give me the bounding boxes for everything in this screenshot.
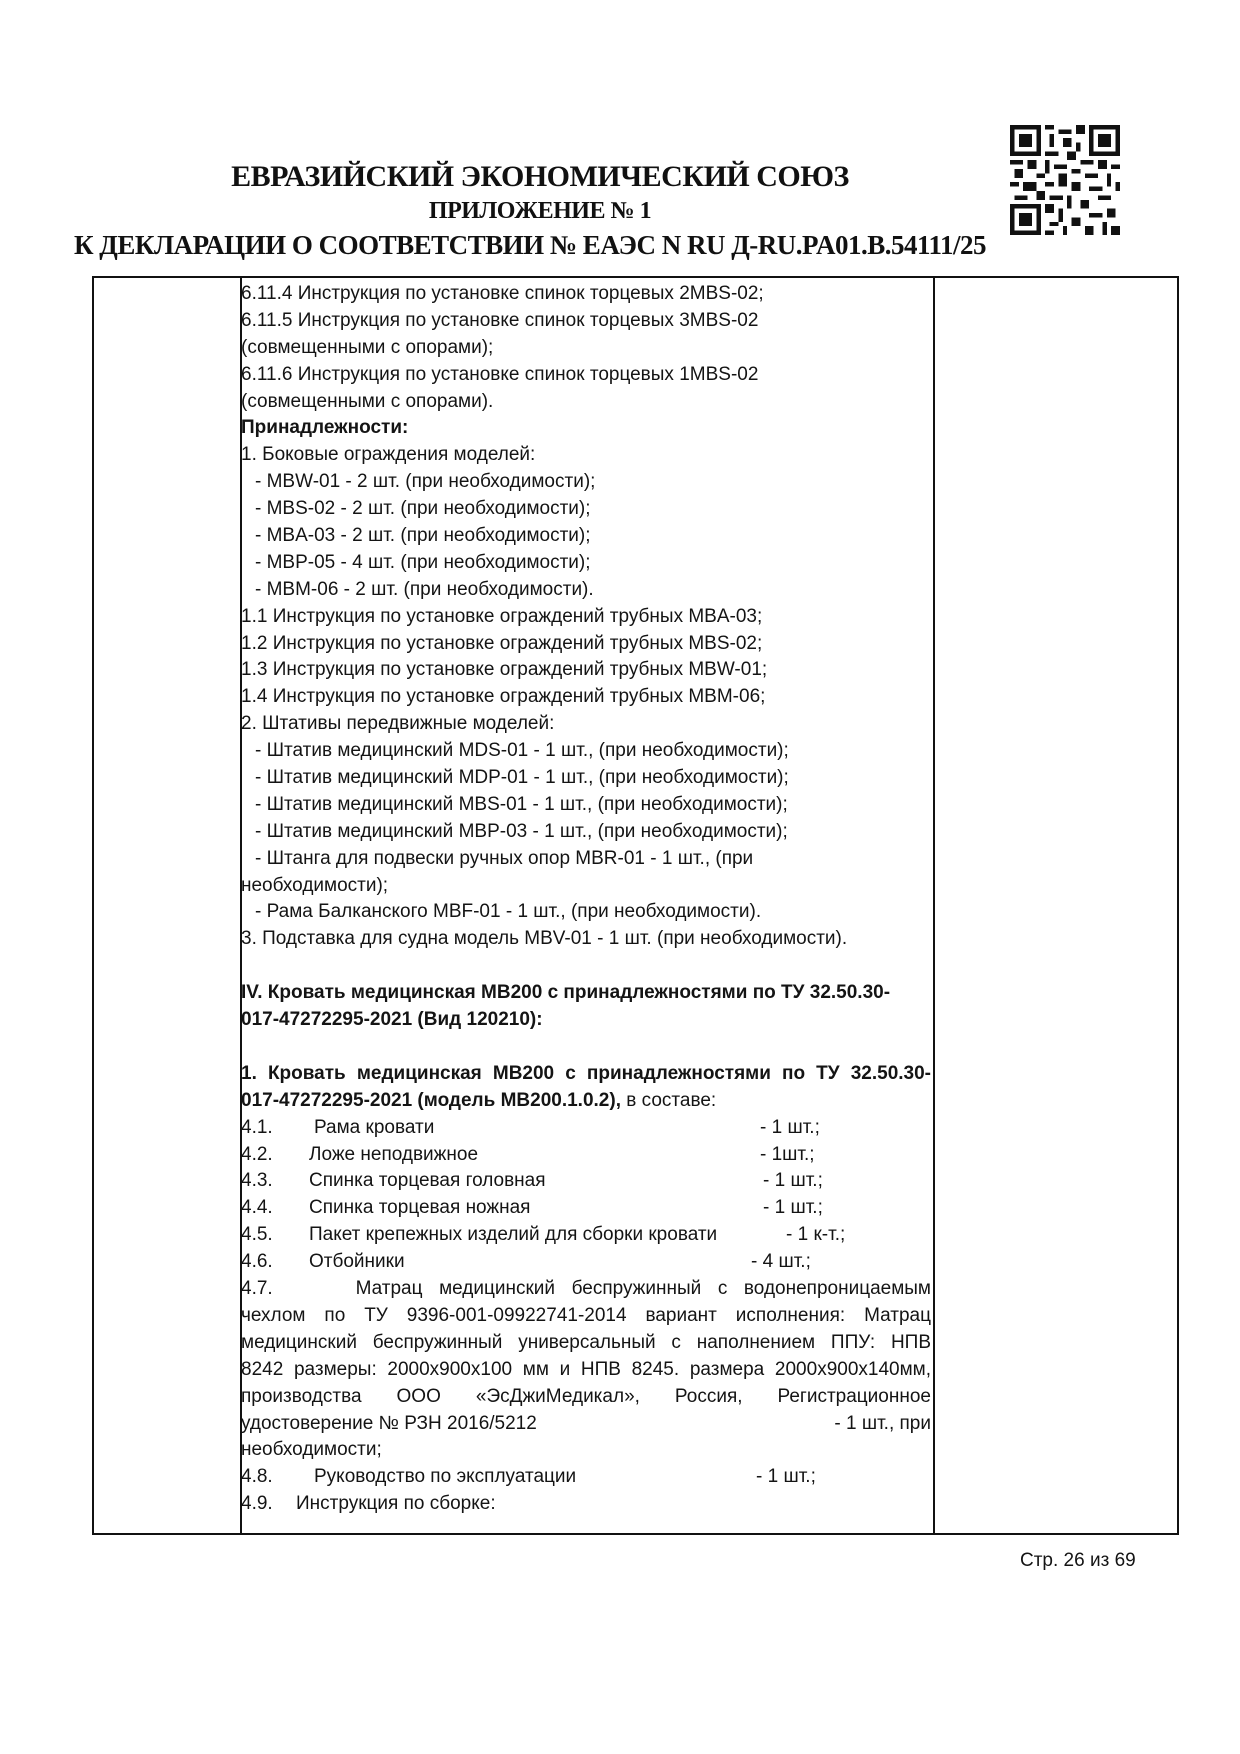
list-item: - Рама Балканского MBF-01 - 1 шт., (при необходимости). bbox=[255, 901, 762, 923]
component-label: Руководство по эксплуатации bbox=[314, 1466, 577, 1488]
list-item: 1.2 Инструкция по установке ограждений трубных MBS-02; bbox=[241, 632, 763, 654]
header-union-title: ЕВРАЗИЙСКИЙ ЭКОНОМИЧЕСКИЙ СОЮЗ bbox=[231, 160, 849, 193]
list-item: - MBA-03 - 2 шт. (при необходимости); bbox=[255, 525, 591, 547]
section-iv-heading: 017-47272295-2021 (Вид 120210): bbox=[241, 1009, 543, 1031]
list-item: 1.4 Инструкция по установке ограждений трубных MBM-06; bbox=[241, 686, 766, 708]
component-row bbox=[241, 1168, 931, 1195]
page-number: Стр. 26 из 69 bbox=[1020, 1550, 1136, 1571]
item-1-tail: в составе: bbox=[620, 1089, 717, 1111]
qr-code-icon bbox=[1010, 125, 1120, 235]
list-item: необходимости); bbox=[241, 874, 389, 896]
component-row bbox=[241, 1222, 931, 1249]
component-row bbox=[241, 1142, 931, 1169]
list-item: 6.11.4 Инструкция по установке спинок торцевых 2MBS-02; bbox=[241, 283, 764, 304]
mattress-line: 8242 размеры: 2000х900х100 мм и НПВ 8245. размера 2000х900х140мм, bbox=[241, 1358, 931, 1380]
component-label: Спинка торцевая ножная bbox=[309, 1197, 531, 1219]
header-declaration-title: К ДЕКЛАРАЦИИ О СООТВЕТСТВИИ № ЕАЭС N RU Д-RU.PA01.B.54111/25 bbox=[73, 230, 987, 260]
list-item: 1.3 Инструкция по установке ограждений трубных MBW-01; bbox=[241, 659, 768, 681]
list-item: 2. Штативы передвижные моделей: bbox=[241, 713, 555, 735]
list-item: - Штатив медицинский MBS-01 - 1 шт., (при необходимости); bbox=[255, 793, 788, 815]
component-row bbox=[241, 1115, 931, 1142]
component-number: 4.3. bbox=[241, 1170, 273, 1192]
mattress-reg-row bbox=[241, 1411, 931, 1438]
component-number: 4.8. bbox=[241, 1466, 273, 1488]
component-row bbox=[241, 1491, 931, 1518]
component-qty: - 1 к-т.; bbox=[786, 1224, 846, 1246]
component-row bbox=[241, 1464, 931, 1491]
component-label: Инструкция по сборке: bbox=[296, 1493, 496, 1515]
mattress-line: чехлом по ТУ 9396-001-09922741-2014 вариант исполнения: Матрац bbox=[241, 1304, 931, 1326]
component-qty: - 1 шт.; bbox=[756, 1466, 816, 1488]
component-label: Рама кровати bbox=[314, 1116, 435, 1138]
list-item: - MBP-05 - 4 шт. (при необходимости); bbox=[255, 551, 591, 573]
component-number: 4.4. bbox=[241, 1197, 273, 1219]
mattress-qty: - 1 шт., при bbox=[834, 1412, 931, 1434]
column-divider bbox=[933, 278, 935, 1533]
component-qty: - 1 шт.; bbox=[763, 1197, 823, 1219]
list-item: 1. Боковые ограждения моделей: bbox=[241, 444, 536, 466]
list-item: 1.1 Инструкция по установке ограждений трубных MBA-03; bbox=[241, 605, 763, 627]
component-label: Пакет крепежных изделий для сборки кровати bbox=[309, 1224, 718, 1246]
mattress-line: необходимости; bbox=[241, 1439, 382, 1461]
component-label: Спинка торцевая головная bbox=[309, 1170, 546, 1192]
component-number: 4.5. bbox=[241, 1224, 273, 1246]
item-1-model: 017-47272295-2021 (модель МВ200.1.0.2), bbox=[241, 1089, 621, 1111]
component-qty: - 1 шт.; bbox=[763, 1170, 823, 1192]
component-row bbox=[241, 1195, 931, 1222]
mattress-line: медицинский беспружинный универсальный с наполнением ППУ: НПВ bbox=[241, 1331, 931, 1353]
component-number: 4.1. bbox=[241, 1116, 273, 1138]
component-row bbox=[241, 1249, 931, 1276]
list-item: - MBS-02 - 2 шт. (при необходимости); bbox=[255, 498, 591, 520]
list-item: (совмещенными с опорами); bbox=[241, 336, 494, 358]
list-item: 6.11.5 Инструкция по установке спинок торцевых 3MBS-02 bbox=[241, 309, 759, 331]
item-1-heading-cont bbox=[241, 1088, 931, 1115]
component-number: 4.9. bbox=[241, 1493, 273, 1515]
list-item: 6.11.6 Инструкция по установке спинок торцевых 1MBS-02 bbox=[241, 363, 759, 385]
section-iv-heading: IV. Кровать медицинская MB200 с принадлежностями по ТУ 32.50.30- bbox=[241, 982, 891, 1004]
mattress-line: производства ООО «ЭсДжиМедикал», Россия, Регистрационное bbox=[241, 1385, 931, 1407]
list-item: - Штанга для подвески ручных опор MBR-01 - 1 шт., (при bbox=[255, 847, 754, 869]
component-qty: - 4 шт.; bbox=[751, 1251, 811, 1273]
item-1-heading: 1. Кровать медицинская МВ200 с принадлежностями по ТУ 32.50.30- bbox=[241, 1062, 931, 1084]
component-label: Ложе неподвижное bbox=[309, 1143, 479, 1165]
list-item: - MBW-01 - 2 шт. (при необходимости); bbox=[255, 471, 596, 493]
component-label: Отбойники bbox=[309, 1251, 405, 1273]
mattress-line: 4.7. Матрац медицинский беспружинный с водонепроницаемым bbox=[241, 1277, 931, 1299]
mattress-registration: удостоверение № РЗН 2016/5212 bbox=[241, 1412, 537, 1434]
header-appendix-title: ПРИЛОЖЕНИЕ № 1 bbox=[428, 198, 652, 224]
accessories-heading: Принадлежности: bbox=[241, 417, 409, 439]
product-description-cell bbox=[241, 281, 931, 1518]
list-item: 3. Подставка для судна модель MBV-01 - 1 шт. (при необходимости). bbox=[241, 928, 848, 950]
component-qty: - 1 шт.; bbox=[760, 1116, 820, 1138]
list-item: - MBM-06 - 2 шт. (при необходимости). bbox=[255, 578, 594, 600]
component-qty: - 1шт.; bbox=[760, 1143, 815, 1165]
list-item: (совмещенными с опорами). bbox=[241, 390, 494, 412]
list-item: - Штатив медицинский MDP-01 - 1 шт., (при необходимости); bbox=[255, 767, 789, 789]
list-item: - Штатив медицинский MDS-01 - 1 шт., (при необходимости); bbox=[255, 740, 789, 762]
list-item: - Штатив медицинский MBP-03 - 1 шт., (при необходимости); bbox=[255, 820, 788, 842]
component-number: 4.6. bbox=[241, 1251, 273, 1273]
component-number: 4.2. bbox=[241, 1143, 273, 1165]
